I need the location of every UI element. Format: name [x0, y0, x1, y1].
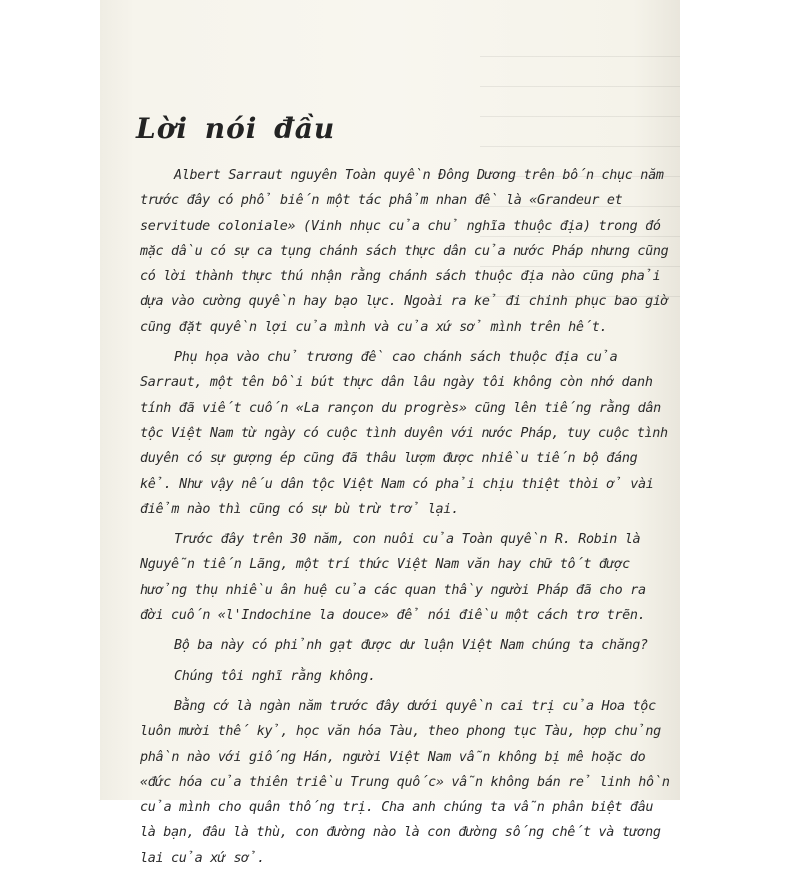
page-title: Lời nói đầu	[136, 112, 336, 145]
paragraph-2: Phụ họa vào chủ trương đề cao chánh sách thuộc địa của Sarraut, một tên bồi bút thực dân lâu ngày tôi không còn nhớ danh tính đã viết cuốn «La rançon du progrès» cũng lên tiếng rằng dân tộc Việt Nam từ ngày có cuộc tình duyên với nước Pháp, tuy cuộc tình duyên có sự gượng ép cũng đã thâu lượm được nhiều tiến bộ đáng kể. Như vậy nếu dân tộc Việt Nam có phải chịu thiệt thòi ở vài điểm nào thì cũng có sự bù trừ trở lại.	[140, 350, 668, 517]
paragraph-5: Chúng tôi nghĩ rằng không.	[174, 668, 376, 684]
paragraph-4: Bộ ba này có phỉnh gạt được dư luận Việt Nam chúng ta chăng?	[174, 638, 648, 654]
paragraph-3: Trước đây trên 30 năm, con nuôi của Toàn quyền R. Robin là Nguyễn tiến Lãng, một trí thức Việt Nam văn hay chữ tốt được hưởng thụ nhiều ân huệ của các quan thầy người Pháp đã cho ra đời cuốn «l'Indochine la douce» để nói điều một cách trơ trẽn.	[140, 532, 646, 624]
body-text	[140, 163, 672, 871]
paragraph-1: Albert Sarraut nguyên Toàn quyền Đông Dương trên bốn chục năm trước đây có phổ biến một tác phẩm nhan đề là «Grandeur et servitude coloniale» (Vinh nhục của chủ nghĩa thuộc địa) trong đó mặc dầu có sự ca tụng chánh sách thực dân của nước Pháp nhưng cũng có lời thành thực thú nhận rằng chánh sách thuộc địa nào cũng phải dựa vào cường quyền hay bạo lực. Ngoài ra kẻ đi chinh phục bao giờ cũng đặt quyền lợi của mình và của xứ sở mình trên hết.	[140, 168, 669, 335]
paragraph-6: Bằng cớ là ngàn năm trước đây dưới quyền cai trị của Hoa tộc luôn mười thế kỷ, học văn hóa Tàu, theo phong tục Tàu, hợp chủng phần nào với giống Hán, người Việt Nam vẫn không bị mê hoặc do «đức hóa của thiên triều Trung quốc» vẫn không bán rẻ linh hồn của mình cho quân thống trị. Cha anh chúng ta vẫn phân biệt đâu là bạn, đâu là thù, con đường nào là con đường sống chết và tương lai của xứ sở.	[140, 698, 670, 866]
book-page	[100, 0, 680, 866]
